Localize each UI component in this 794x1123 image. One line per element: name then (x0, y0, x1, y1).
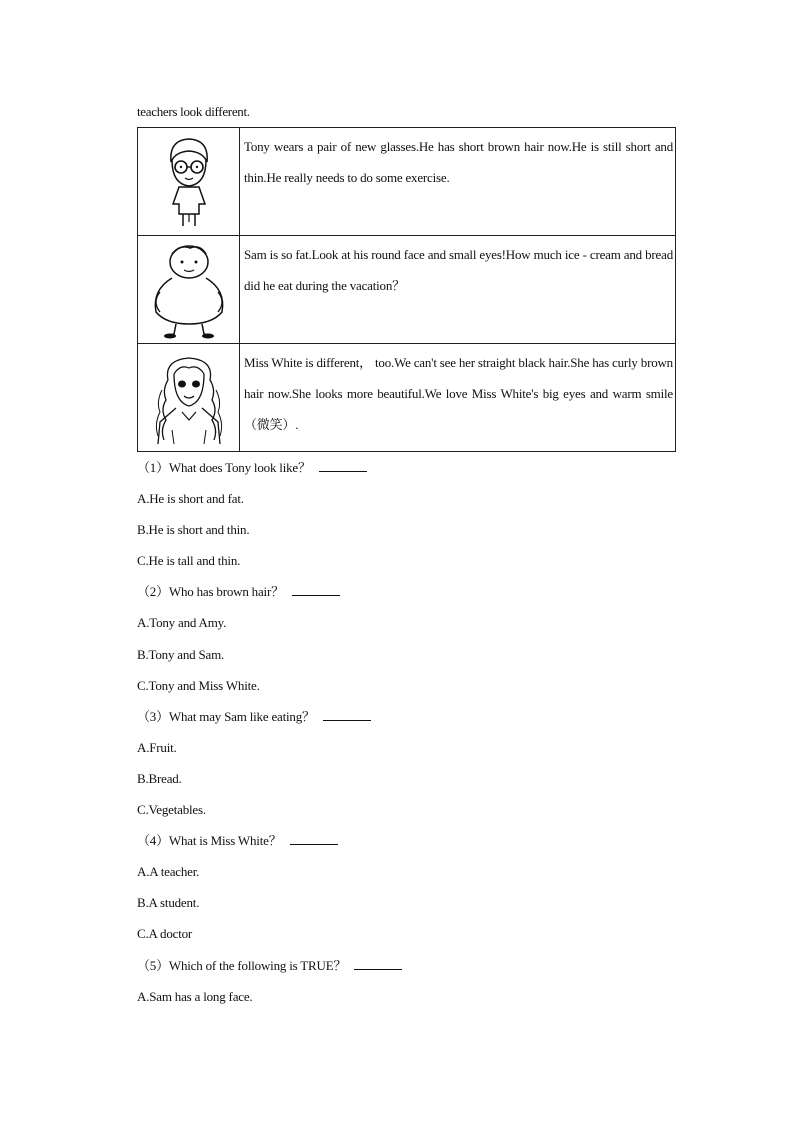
question-5 (137, 954, 677, 985)
question-2-text: （2）Who has brown hair？ (137, 584, 284, 600)
option: B.Bread. (137, 770, 182, 786)
answer-blank[interactable] (354, 955, 402, 970)
option: B.Tony and Sam. (137, 646, 225, 662)
question-1 (137, 456, 677, 487)
picture-cell (138, 128, 240, 236)
option: A.Tony and Amy. (137, 615, 227, 631)
option: A.He is short and fat. (137, 491, 244, 507)
option: A.A teacher. (137, 864, 200, 880)
description-table (137, 127, 676, 452)
sam-figure-icon (146, 240, 232, 340)
question-5-text: （5）Which of the following is TRUE？ (137, 957, 347, 973)
question-4 (137, 829, 677, 860)
option: C.A doctor (137, 926, 193, 942)
option: B.A student. (137, 895, 200, 911)
miss-white-figure-icon (146, 350, 232, 446)
picture-cell (138, 344, 240, 452)
option: C.He is tall and thin. (137, 553, 241, 569)
question-3-text: （3）What may Sam like eating？ (137, 708, 315, 724)
option: A.Fruit. (137, 739, 177, 755)
tony-description: Tony wears a pair of new glasses.He has short brown hair now.He is still short and thin.He really needs to do some exercise. (240, 128, 676, 236)
question-4-text: （4）What is Miss White？ (137, 833, 282, 849)
option: A.Sam has a long face. (137, 988, 253, 1004)
tony-figure-icon (159, 134, 219, 229)
table-row (138, 344, 676, 452)
table-row (138, 128, 676, 236)
option: B.He is short and thin. (137, 522, 250, 538)
answer-blank[interactable] (292, 581, 340, 596)
answer-blank[interactable] (323, 706, 371, 721)
miss-white-description: Miss White is different， too.We can't see her straight black hair.She has curly brown hair now.She looks more beautiful.We love Miss White's big eyes and warm smile （微笑）. (240, 344, 676, 452)
intro-text: teachers look different. (137, 104, 250, 119)
questions-section (137, 456, 677, 1016)
question-2 (137, 580, 677, 611)
picture-cell (138, 236, 240, 344)
table-row (138, 236, 676, 344)
answer-blank[interactable] (290, 830, 338, 845)
sam-description: Sam is so fat.Look at his round face and small eyes!How much ice - cream and bread did he eat during the vacation？ (240, 236, 676, 344)
option: C.Tony and Miss White. (137, 677, 260, 693)
answer-blank[interactable] (319, 457, 367, 472)
option: C.Vegetables. (137, 802, 206, 818)
question-3 (137, 705, 677, 736)
question-1-text: （1）What does Tony look like？ (137, 460, 311, 475)
